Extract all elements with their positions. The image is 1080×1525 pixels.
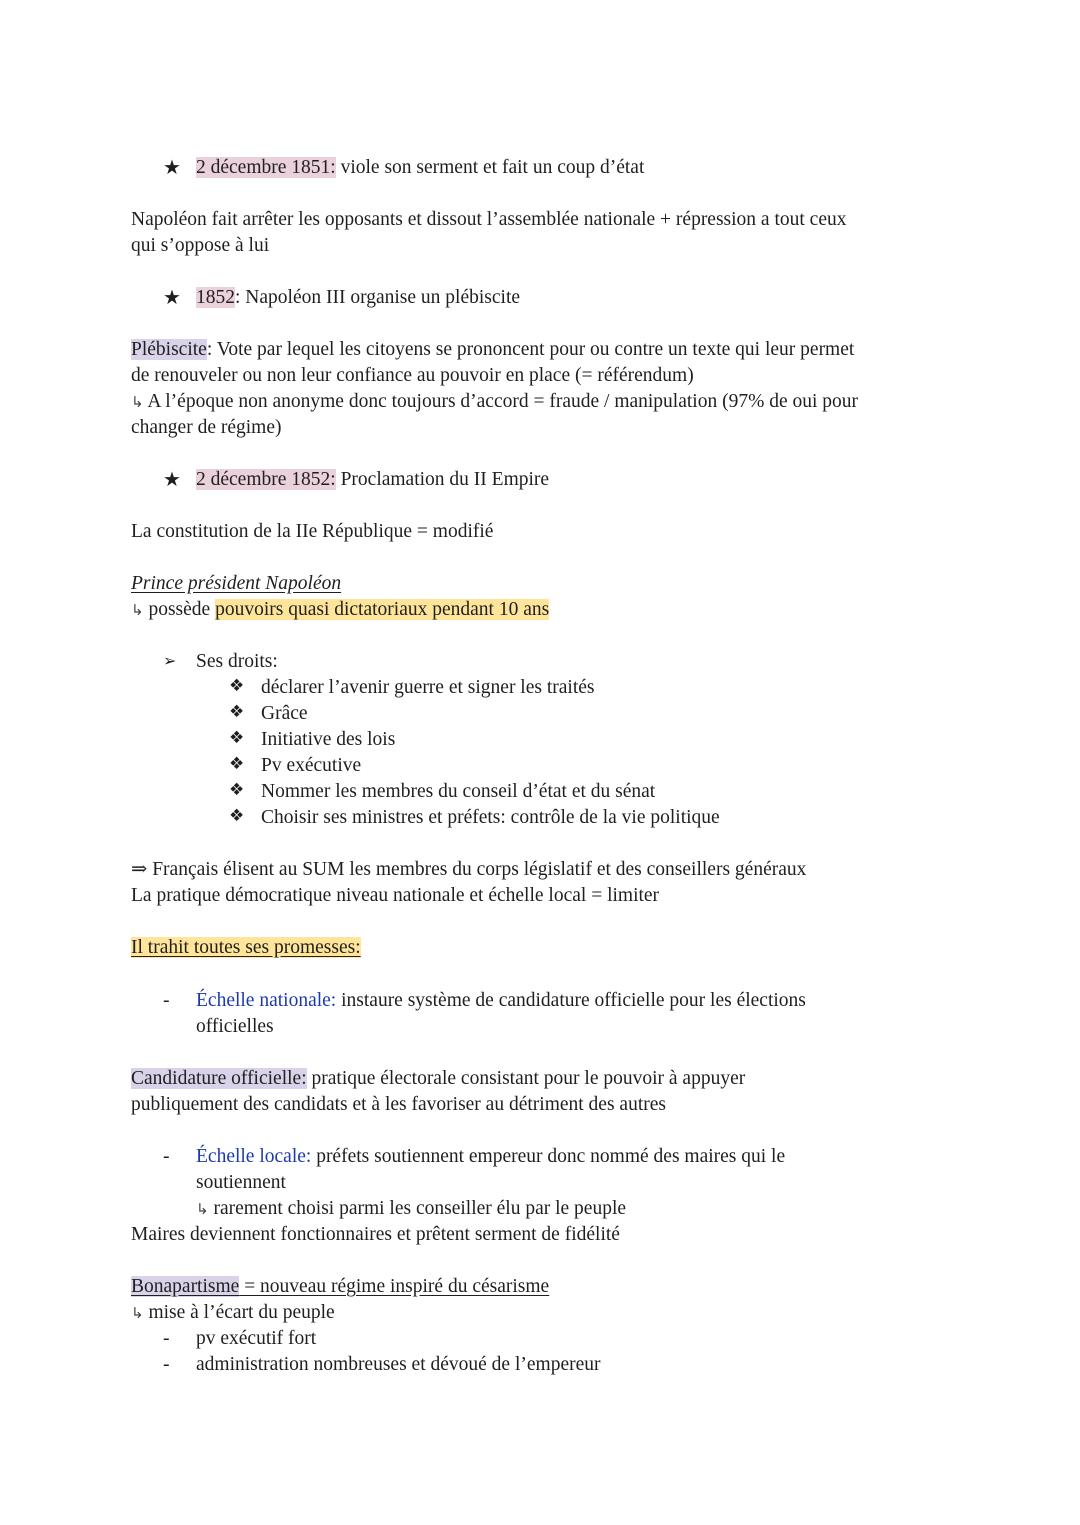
list-item: administration nombreuses et dévoué de l’empereur bbox=[196, 1354, 601, 1375]
definition-note bbox=[131, 1300, 335, 1326]
paragraph-line: Maires deviennent fonctionnaires et prêtent serment de fidélité bbox=[131, 1224, 620, 1245]
list-item: déclarer l’avenir guerre et signer les traités bbox=[261, 677, 595, 698]
list-item-note bbox=[196, 1196, 626, 1222]
date-highlight: 2 décembre 1852: bbox=[196, 469, 336, 490]
colored-label: Échelle nationale: bbox=[196, 990, 337, 1011]
paragraph-line: Napoléon fait arrêter les opposants et dissout l’assemblée nationale + répression a tout ceux bbox=[131, 209, 847, 230]
definition-line: de renouveler ou non leur confiance au pouvoir en place (= référendum) bbox=[131, 365, 694, 386]
star-icon: ★ bbox=[163, 467, 181, 491]
colored-label: Échelle locale: bbox=[196, 1146, 312, 1167]
text: instaure système de candidature officielle pour les élections bbox=[336, 990, 806, 1011]
definition-text: A l’époque non anonyme donc toujours d’accord = fraude / manipulation (97% de oui pour bbox=[143, 391, 859, 412]
list-item: Pv exécutive bbox=[261, 755, 362, 776]
text: possède bbox=[143, 599, 216, 620]
paragraph-line: qui s’oppose à lui bbox=[131, 235, 270, 256]
diamond-bullet-icon: ❖ bbox=[229, 806, 245, 826]
diamond-bullet-icon: ❖ bbox=[229, 702, 245, 722]
paragraph-line: ⇒ Français élisent au SUM les membres du corps législatif et des conseillers généraux bbox=[131, 859, 807, 880]
definition-text: : Vote par lequel les citoyens se prononcent pour ou contre un texte qui leur permet bbox=[206, 339, 855, 360]
list-item-continuation: officielles bbox=[196, 1016, 274, 1037]
arrow-icon: ↳ bbox=[196, 1200, 209, 1218]
definition-plebiscite bbox=[131, 337, 854, 363]
list-item bbox=[196, 1144, 785, 1170]
event-dec-1852 bbox=[196, 467, 549, 493]
prince-powers bbox=[131, 597, 549, 623]
arrow-icon: ↳ bbox=[131, 1304, 144, 1322]
highlight-text: Il trahit toutes ses promesses: bbox=[131, 937, 361, 958]
section-title bbox=[131, 935, 361, 961]
definition-line: publiquement des candidats et à les favoriser au détriment des autres bbox=[131, 1094, 666, 1115]
diamond-bullet-icon: ❖ bbox=[229, 780, 245, 800]
star-icon: ★ bbox=[163, 155, 181, 179]
diamond-bullet-icon: ❖ bbox=[229, 676, 245, 696]
definition-note bbox=[131, 389, 858, 415]
definition-line: changer de régime) bbox=[131, 417, 282, 438]
definition-term: Bonapartisme bbox=[131, 1276, 240, 1297]
event-text: : Napoléon III organise un plébiscite bbox=[235, 287, 521, 308]
definition-term: Candidature officielle: bbox=[131, 1068, 307, 1089]
date-highlight: 2 décembre 1851: bbox=[196, 157, 336, 178]
diamond-bullet-icon: ❖ bbox=[229, 728, 245, 748]
date-highlight: 1852 bbox=[196, 287, 235, 308]
definition-term: Plébiscite bbox=[131, 339, 207, 360]
list-item: Choisir ses ministres et préfets: contrôle de la vie politique bbox=[261, 807, 720, 828]
dash-bullet: - bbox=[163, 1146, 170, 1167]
dash-bullet: - bbox=[163, 1328, 170, 1349]
arrow-icon: ↳ bbox=[131, 601, 144, 619]
text: rarement choisi parmi les conseiller élu par le peuple bbox=[208, 1198, 627, 1219]
paragraph-line: La pratique démocratique niveau nationale et échelle local = limiter bbox=[131, 885, 660, 906]
definition-candidature bbox=[131, 1066, 745, 1092]
list-item-continuation: soutiennent bbox=[196, 1172, 286, 1193]
arrow-icon: ↳ bbox=[131, 393, 144, 411]
list-item bbox=[196, 988, 806, 1014]
list-item: pv exécutif fort bbox=[196, 1328, 317, 1349]
highlight-text: pouvoirs quasi dictatoriaux pendant 10 ans bbox=[215, 599, 550, 620]
definition-text: pratique électorale consistant pour le pouvoir à appuyer bbox=[306, 1068, 746, 1089]
list-item: Initiative des lois bbox=[261, 729, 396, 750]
arrowhead-icon: ➢ bbox=[163, 651, 177, 670]
list-item: Grâce bbox=[261, 703, 308, 724]
event-text: Proclamation du II Empire bbox=[335, 469, 550, 490]
event-1852 bbox=[196, 285, 520, 311]
dash-bullet: - bbox=[163, 1354, 170, 1375]
list-heading: Ses droits: bbox=[196, 651, 278, 672]
text: préfets soutiennent empereur donc nommé des maires qui le bbox=[311, 1146, 786, 1167]
text: mise à l’écart du peuple bbox=[143, 1302, 335, 1323]
section-title: Prince président Napoléon bbox=[131, 573, 342, 594]
dash-bullet: - bbox=[163, 990, 170, 1011]
definition-text: = nouveau régime inspiré du césarisme bbox=[239, 1276, 550, 1297]
definition-bonapartisme bbox=[131, 1274, 549, 1300]
paragraph-line: La constitution de la IIe République = modifié bbox=[131, 521, 494, 542]
list-item: Nommer les membres du conseil d’état et du sénat bbox=[261, 781, 656, 802]
diamond-bullet-icon: ❖ bbox=[229, 754, 245, 774]
event-text: viole son serment et fait un coup d’état bbox=[335, 157, 645, 178]
star-icon: ★ bbox=[163, 285, 181, 309]
event-1851 bbox=[196, 155, 644, 181]
